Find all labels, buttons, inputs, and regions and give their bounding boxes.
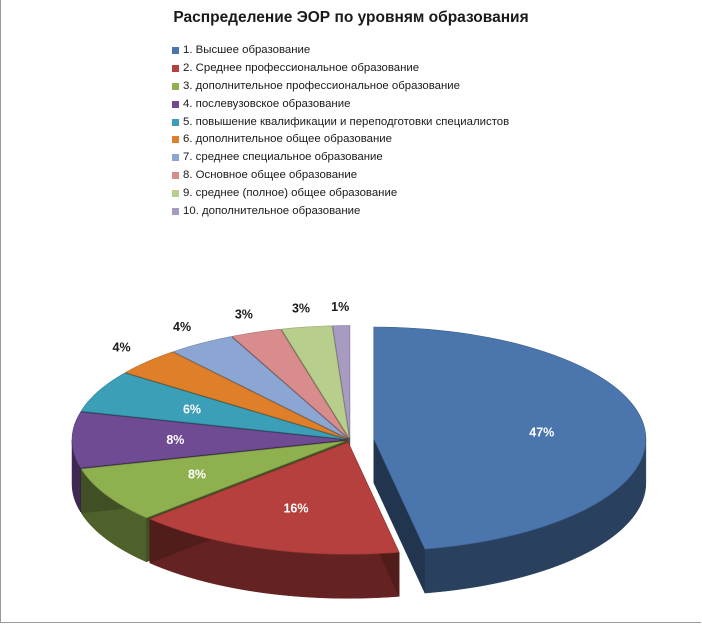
- chart-title: Распределение ЭОР по уровням образования: [173, 9, 529, 26]
- pie-slice: [374, 327, 646, 593]
- data-label: 6%: [182, 402, 202, 417]
- data-label: 4%: [173, 320, 192, 335]
- data-label: 3%: [234, 307, 253, 322]
- legend-label: 8. Основное общее образование: [183, 169, 358, 182]
- legend-label: 6. дополнительное общее образование: [183, 133, 392, 146]
- data-label: 47%: [529, 425, 555, 440]
- data-label: 8%: [166, 433, 185, 447]
- legend-label: 10. дополнительное образование: [183, 205, 361, 218]
- legend-label: 4. послевузовское образование: [183, 97, 351, 110]
- data-label: 4%: [112, 340, 131, 355]
- legend-label: 2. Среднее профессиональное образование: [183, 61, 420, 74]
- legend-label: 9. среднее (полное) общее образование: [183, 187, 398, 200]
- data-label: 8%: [187, 467, 207, 482]
- legend-label: 7. среднее специальное образование: [183, 151, 383, 164]
- legend-label: 5. повышение квалификации и переподготовки специалистов: [183, 115, 510, 128]
- data-label: 3%: [291, 301, 311, 316]
- legend-label: 3. дополнительное профессиональное образование: [183, 79, 460, 92]
- data-label: 16%: [283, 501, 309, 516]
- data-label: 1%: [331, 300, 350, 314]
- legend-label: 1. Высшее образование: [183, 44, 311, 56]
